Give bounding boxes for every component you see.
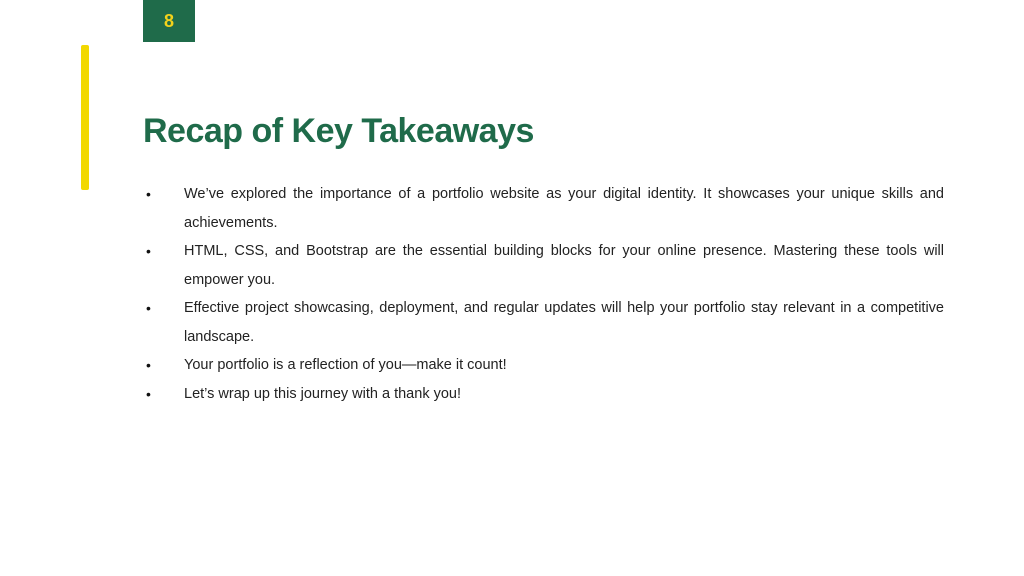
bullet-item [143,237,944,294]
bullet-text: Effective project showcasing, deployment, and regular updates will help your portfolio stay relevant in a competitive landscape. [184,300,944,345]
bullet-icon: • [146,243,151,259]
bullet-item [143,351,944,380]
bullet-icon: • [146,357,151,373]
slide-title: Recap of Key Takeaways [143,112,534,150]
bullet-icon: • [146,385,151,402]
bullet-text: Let’s wrap up this journey with a thank you! [184,385,462,402]
bullet-icon: • [146,300,151,316]
bullet-item [143,180,944,237]
bullet-item [143,380,944,409]
page-number: 8 [163,10,174,31]
page-number-badge [143,0,195,42]
bullet-text: HTML, CSS, and Bootstrap are the essential building blocks for your online presence. Mastering these tools will empower you. [184,243,944,288]
accent-bar [81,45,89,190]
bullet-list [143,180,944,408]
bullet-text: Your portfolio is a reflection of you—make it count! [184,357,507,373]
bullet-item [143,294,944,351]
bullet-text: We’ve explored the importance of a portfolio website as your digital identity. It showcases your unique skills and achievements. [184,186,944,231]
bullet-icon: • [146,186,151,202]
